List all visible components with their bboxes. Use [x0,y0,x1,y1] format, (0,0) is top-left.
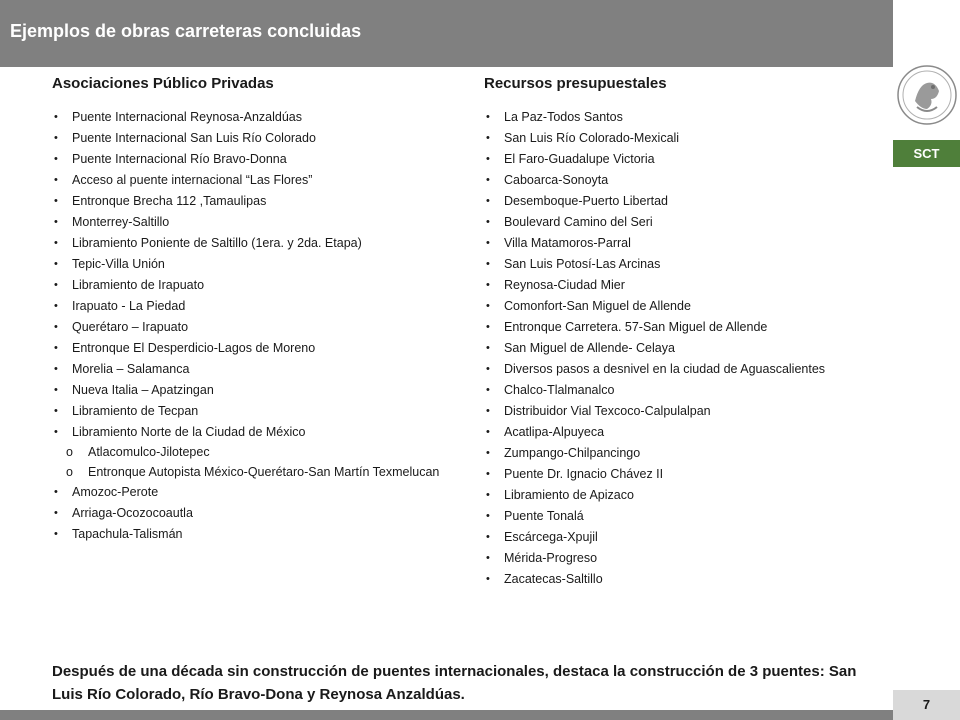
list-item [484,341,884,356]
list-item-text: Comonfort-San Miguel de Allende [504,299,691,313]
list-item [484,530,884,545]
list-item-text: Entronque Brecha 112 ,Tamaulipas [72,194,267,208]
list-item-text: Puente Internacional San Luis Río Colorado [72,131,316,145]
list-item-text: Mérida-Progreso [504,551,598,565]
list-item [52,131,472,146]
header-bar [0,0,893,67]
list-item [484,173,884,188]
list-item-text: Reynosa-Ciudad Mier [504,278,625,292]
sub-list-item: o Atlacomulco-Jilotepec [66,445,472,459]
list-item [484,362,884,377]
list-item-text: Arriaga-Ocozocoautla [72,506,193,520]
list-item [52,404,472,419]
conclusion-text: Después de una década sin construcción de puentes internacionales, destaca la construcción de 3 puentes: San Luis Río Colorado, Río Bravo-Dona y Reynosa Anzaldúas. [52,663,857,703]
list-item [52,236,472,251]
list-item-text: San Luis Río Colorado-Mexicali [504,131,680,145]
sct-badge: SCT [893,140,960,167]
list-item-text: Diversos pasos a desnivel en la ciudad de Aguascalientes [504,362,826,376]
page-title: Ejemplos de obras carreteras concluidas [10,21,362,41]
list-item-text: Libramiento Norte de la Ciudad de México [72,425,306,439]
list-item-text: Zumpango-Chilpancingo [504,446,641,460]
list-item-text: El Faro-Guadalupe Victoria [504,152,655,166]
list-item-text: Puente Tonalá [504,509,584,523]
list-item [484,404,884,419]
list-item [52,383,472,398]
page-number-box [893,690,960,720]
list-item [484,551,884,566]
list-item-text: Amozoc-Perote [72,485,159,499]
list-item [484,215,884,230]
list-item-text: Entronque Carretera. 57-San Miguel de Allende [504,320,768,334]
list-item [484,152,884,167]
page-number: 7 [922,697,931,712]
list-item-text: Desemboque-Puerto Libertad [504,194,668,208]
list-item [484,299,884,314]
list-item [52,299,472,314]
list-item [484,425,884,440]
list-item-text: Boulevard Camino del Seri [504,215,653,229]
list-item-text: Acatlipa-Alpuyeca [504,425,605,439]
list-item [52,152,472,167]
list-item [52,506,472,521]
list-item [484,572,884,587]
list-item [52,257,472,272]
list-item-text: Libramiento de Tecpan [72,404,199,418]
list-item-text: Puente Dr. Ignacio Chávez II [504,467,664,481]
list-item-text: San Luis Potosí-Las Arcinas [504,257,661,271]
list-item [484,383,884,398]
list-item-text: Monterrey-Saltillo [72,215,170,229]
list-item [52,341,472,356]
list-item [484,236,884,251]
sub-list-item: o Entronque Autopista México-Querétaro-San Martín Texmelucan [66,465,472,479]
list-item-text: Morelia – Salamanca [72,362,190,376]
list-item-text: Irapuato - La Piedad [72,299,186,313]
list-item-text: Chalco-Tlalmanalco [504,383,615,397]
list-item-text: Puente Internacional Río Bravo-Donna [72,152,287,166]
list-item [52,110,472,125]
list-item [52,173,472,188]
footer-bar [0,710,893,720]
right-column-heading: Recursos presupuestales [484,75,667,92]
list-item-text: Querétaro – Irapuato [72,320,189,334]
list-item [52,320,472,335]
list-item-text: Caboarca-Sonoyta [504,173,609,187]
left-column-heading: Asociaciones Público Privadas [52,75,274,92]
list-item-text: Nueva Italia – Apatzingan [72,383,214,397]
list-item-text: Puente Internacional Reynosa-Anzaldúas [72,110,303,124]
list-item [484,488,884,503]
coat-of-arms-icon [893,55,960,135]
list-item [484,509,884,524]
list-item [52,215,472,230]
right-list [484,110,884,587]
list-item-text: Libramiento de Apizaco [504,488,634,502]
list-item-text: La Paz-Todos Santos [504,110,623,124]
left-list [52,110,472,542]
right-column [484,75,884,593]
list-item [52,425,472,479]
list-item [52,485,472,500]
list-item [484,446,884,461]
list-item [484,278,884,293]
list-item [484,110,884,125]
list-item-text: Escárcega-Xpujil [504,530,598,544]
list-item [484,194,884,209]
list-item [52,527,472,542]
list-item-text: Tepic-Villa Unión [72,257,165,271]
list-item [484,257,884,272]
list-item-text: Zacatecas-Saltillo [504,572,603,586]
list-item-text: Libramiento Poniente de Saltillo (1era. y 2da. Etapa) [72,236,362,250]
list-item [484,131,884,146]
list-item-text: Libramiento de Irapuato [72,278,205,292]
list-item-text: Tapachula-Talismán [72,527,183,541]
sub-list [66,445,472,479]
list-item [484,467,884,482]
list-item-text: Villa Matamoros-Parral [504,236,631,250]
list-item-text: San Miguel de Allende- Celaya [504,341,675,355]
list-item [52,362,472,377]
list-item [52,194,472,209]
list-item [484,320,884,335]
list-item-text: Distribuidor Vial Texcoco-Calpulalpan [504,404,711,418]
list-item-text: Acceso al puente internacional “Las Flores” [72,173,313,187]
list-item [52,278,472,293]
list-item-text: Entronque El Desperdicio-Lagos de Moreno [72,341,316,355]
left-column [52,75,472,548]
